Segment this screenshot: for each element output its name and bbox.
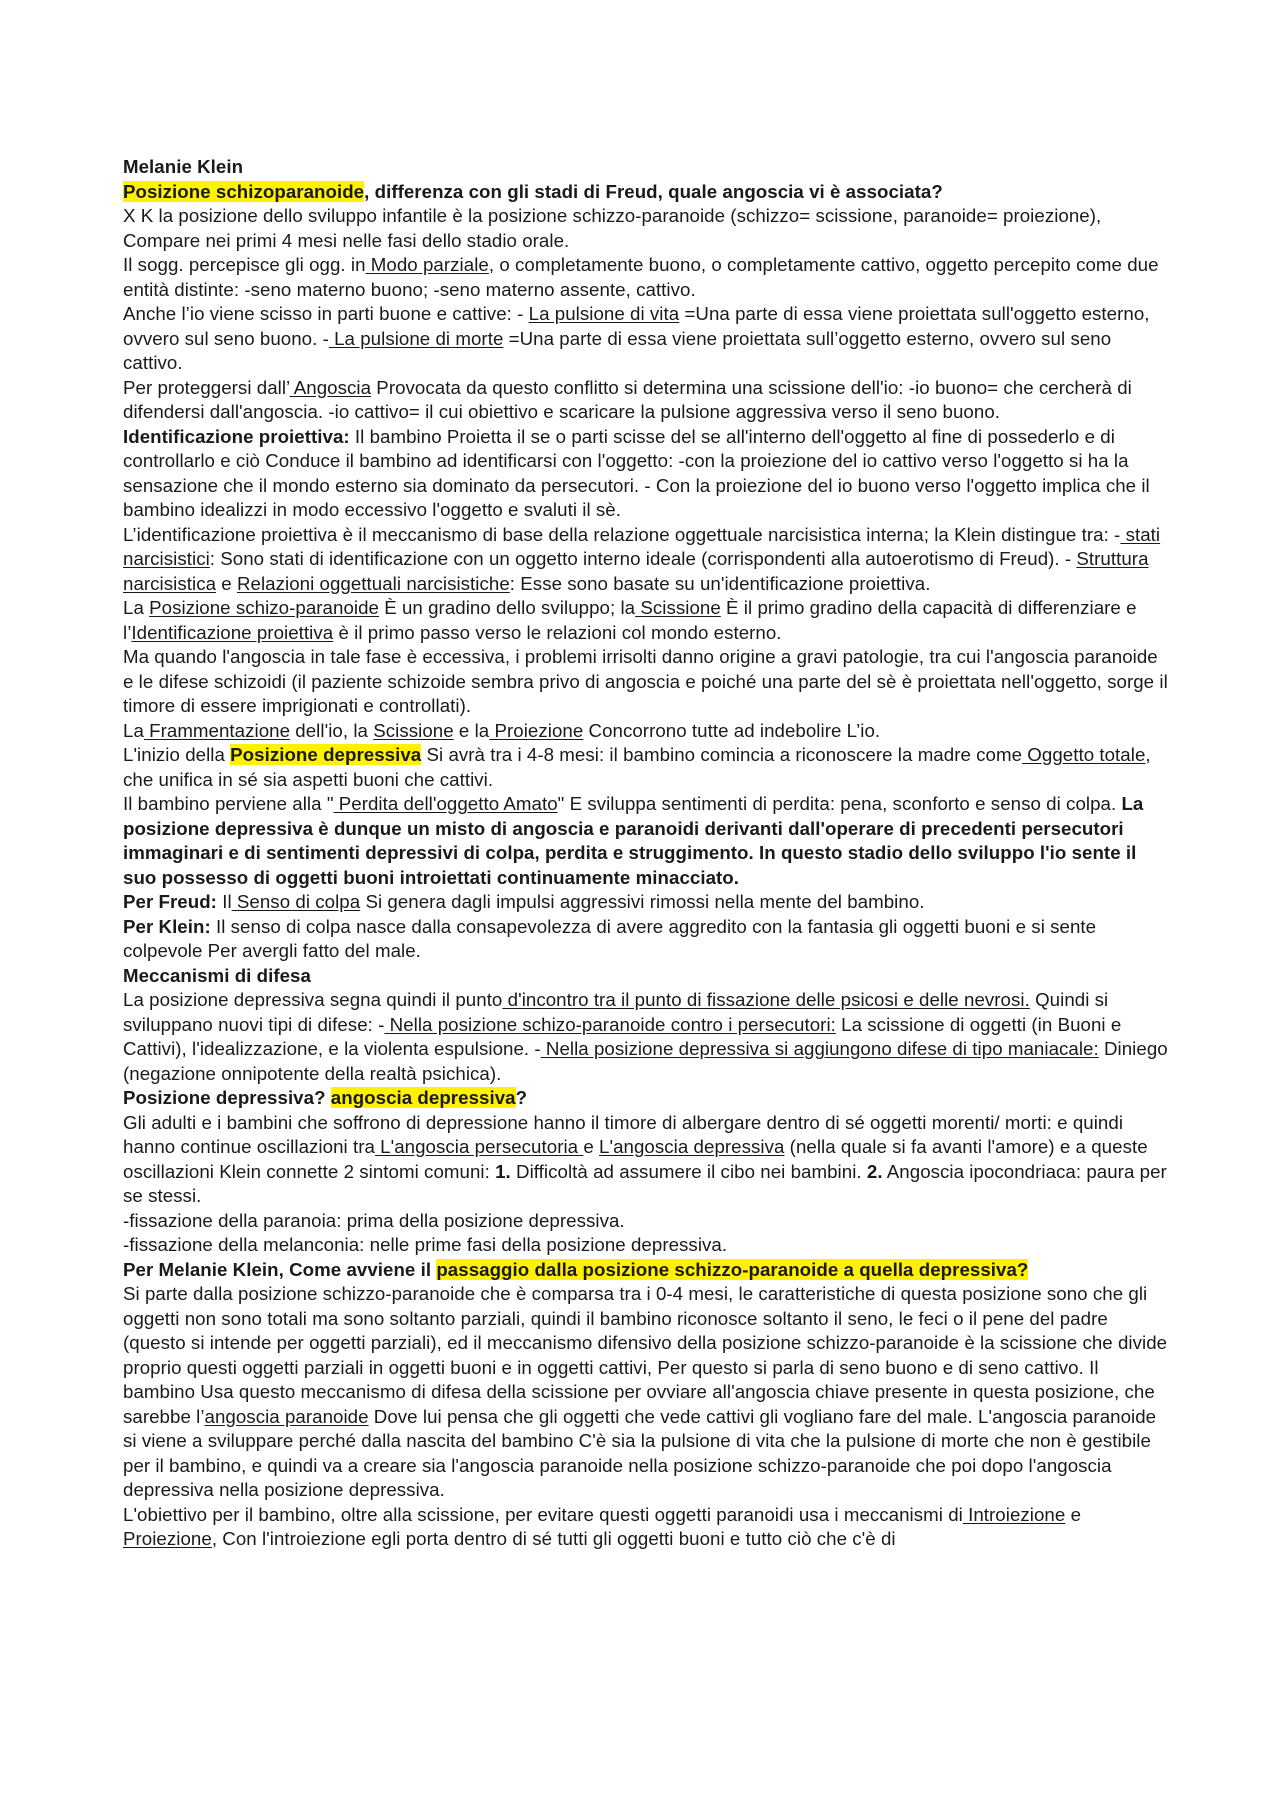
highlight: Posizione depressiva <box>230 744 422 765</box>
paragraph <box>123 743 1168 792</box>
text: : Sono stati di identificazione con un oggetto interno ideale (corrispondenti alla autoerotismo di Freud). - <box>209 548 1077 569</box>
paragraph <box>123 890 1168 915</box>
text: Quindi si sviluppano nuovi tipi di difese: - <box>123 989 1109 1035</box>
text: L'obiettivo per il bambino, oltre alla scissione, per evitare questi oggetti paranoidi usa i meccanismi di <box>123 1503 963 1525</box>
heading-passaggio <box>123 1258 1168 1283</box>
underlined-term: Proiezione <box>123 1528 212 1549</box>
underlined-term: angoscia paranoide <box>204 1405 369 1427</box>
highlight: angoscia depressiva <box>330 1087 516 1108</box>
text: Si avrà tra i 4-8 mesi: il bambino comincia a riconoscere la madre come <box>421 744 1023 765</box>
text: =Una parte di essa viene proiettata sull’oggetto esterno, ovvero sul seno cattivo. <box>123 327 1112 373</box>
underlined-term: Oggetto totale <box>1022 744 1146 765</box>
underlined-term: Proiezione <box>489 719 584 741</box>
underlined-term: La pulsione di morte <box>328 327 504 349</box>
underlined-term: Senso di colpa <box>231 891 361 912</box>
paragraph <box>123 988 1168 1086</box>
underlined-term: stati narcisistici <box>123 523 1161 569</box>
paragraph <box>123 376 1168 425</box>
text: Provocata da questo conflitto si determina una scissione dell'io: -io buono= che cercherà di difendersi dall'angoscia. -io cattivo= il cui obiettivo e scaricare la pulsione aggressiva verso il seno buono. <box>123 376 1132 422</box>
text: Diniego (negazione onnipotente della realtà psichica). <box>123 1038 1168 1084</box>
text: La <box>123 597 150 618</box>
underlined-term: L'angoscia persecutoria <box>374 1136 584 1157</box>
text: , che unifica in sé sia aspetti buoni che cattivi. <box>123 744 1151 790</box>
text: ? <box>515 1087 528 1108</box>
text: Dove lui pensa che gli oggetti che vede cattivi gli vogliano fare del male. L'angoscia paranoide si viene a sviluppare perché dalla nascita del bambino C'è sia la pulsione di vita che la pulsione di morte che non è gestibile per il bambino, e quindi va a creare sia l'angoscia paranoide nella posizione schizzo-paranoide che poi dopo l'angoscia depressiva nella posizione depressiva. <box>123 1405 1157 1500</box>
text: : Esse sono basate su un'identificazione proiettiva. <box>509 572 931 594</box>
text: , Con l'introiezione egli porta dentro di sé tutti gli oggetti buoni e tutto ciò che c'è di <box>211 1528 896 1549</box>
underlined-term: Nella posizione schizo-paranoide contro i persecutori: <box>384 1013 836 1035</box>
text: Il sogg. percepisce gli ogg. in <box>123 254 366 275</box>
underlined-term: Angoscia <box>289 376 372 398</box>
underlined-term: d'incontro tra il punto di fissazione delle psicosi e delle nevrosi. <box>502 989 1030 1010</box>
text: è il primo passo verso le relazioni col mondo esterno. <box>333 621 782 643</box>
highlight: Posizione schizoparanoide <box>123 180 365 202</box>
text: , o completamente buono, o completamente cattivo, oggetto percepito come due entità distinte: -seno materno buono; -seno materno assente, cattivo. <box>123 254 1159 300</box>
text: Il senso di colpa nasce dalla consapevolezza di avere aggredito con la fantasia gli oggetti buoni e si sente colpevole Per avergli fatto del male. <box>123 915 1097 961</box>
underlined-term: Posizione schizo-paranoide <box>149 597 379 618</box>
text: Angoscia ipocondriaca: paura per se stessi. <box>123 1160 1167 1206</box>
underlined-term: Modo parziale <box>365 254 489 275</box>
paragraph <box>123 915 1168 964</box>
underlined-term: Scissione <box>635 597 721 618</box>
underlined-term: L'angoscia depressiva <box>599 1136 785 1157</box>
underlined-term: Relazioni oggettuali narcisistiche <box>236 572 510 594</box>
text: e la <box>453 719 490 741</box>
heading-text: , differenza con gli stadi di Freud, quale angoscia vi è associata? <box>364 180 943 202</box>
bold-term: Per Klein: <box>123 915 211 937</box>
underlined-term: Introiezione <box>962 1503 1066 1525</box>
bold-term: Per Freud: <box>123 891 217 912</box>
paragraph: X K la posizione dello sviluppo infantile è la posizione schizzo-paranoide (schizzo= scissione, paranoide= proiezione), Compare nei primi 4 mesi nelle fasi dello stadio orale. <box>123 205 1102 251</box>
text: Difficoltà ad assumere il cibo nei bambini. <box>510 1160 867 1182</box>
text: " E sviluppa sentimenti di perdita: pena, sconforto e senso di colpa. <box>557 793 1122 814</box>
text: Gli adulti e i bambini che soffrono di depressione hanno il timore di albergare dentro di sé oggetti morenti/ morti: e quindi hanno continue oscillazioni tra <box>123 1111 1124 1157</box>
text: La <box>123 719 144 741</box>
paragraph <box>123 792 1168 890</box>
text: e <box>583 1136 600 1157</box>
underlined-term: Nella posizione depressiva si aggiungono difese di tipo maniacale: <box>540 1038 1099 1059</box>
paragraph: -fissazione della melanconia: nelle prime fasi della posizione depressiva. <box>123 1234 728 1255</box>
paragraph <box>123 1503 1168 1552</box>
text: Si parte dalla posizione schizzo-paranoide che è comparsa tra i 0-4 mesi, le caratteristiche di questa posizione sono che gli oggetti non sono totali ma sono soltanto parziali, quindi il bambino riconosce soltanto il seno, le feci o il pene del padre (questo si intende per oggetti parziali), ed il meccanismo difensivo della posizione schizzo-paranoide è la scissione che divide proprio questi oggetti parziali in oggetti buoni e in oggetti cattivi, Per questo si parla di seno buono e di seno cattivo. Il bambino Usa questo meccanismo di difesa della scissione per ovviare all'angoscia chiave presente in questa posizione, che sarebbe l’ <box>123 1283 1168 1427</box>
text: Per proteggersi dall’ <box>123 376 290 398</box>
text: La scissione di oggetti (in Buoni e Cattivi), l'idealizzazione, e la violenta espulsione. - <box>123 1013 1122 1059</box>
text: È un gradino dello sviluppo; la <box>378 597 636 618</box>
list-number: 2. <box>866 1160 883 1182</box>
underlined-term: Frammentazione <box>143 719 291 741</box>
text: Posizione depressiva? <box>123 1087 331 1108</box>
text: Anche l’io viene scisso in parti buone e cattive: - <box>123 303 529 324</box>
text: L’identificazione proiettiva è il meccanismo di base della relazione oggettuale narcisistica interna; la Klein distingue tra: - <box>123 523 1121 545</box>
paragraph <box>123 302 1168 376</box>
text: e <box>216 572 237 594</box>
paragraph <box>123 425 1168 523</box>
underlined-term: Perdita dell'oggetto Amato <box>333 793 558 814</box>
text: Il bambino perviene alla " <box>123 793 334 814</box>
text: e <box>1065 1503 1082 1525</box>
text: Il <box>216 891 232 912</box>
paragraph <box>123 253 1168 302</box>
heading-schizoparanoide <box>123 180 1168 205</box>
text: Concorrono tutte ad indebolire L’io. <box>583 719 881 741</box>
highlight: passaggio dalla posizione schizzo-paranoide a quella depressiva? <box>436 1258 1029 1280</box>
paragraph <box>123 1111 1168 1209</box>
paragraph <box>123 523 1168 597</box>
list-number: 1. <box>495 1160 511 1182</box>
paragraph <box>123 719 1168 744</box>
text: L'inizio della <box>123 744 231 765</box>
paragraph <box>123 596 1168 645</box>
bold-text: La posizione depressiva è dunque un misto di angoscia e paranoidi derivanti dall'operare di precedenti persecutori immaginari e di sentimenti depressivi di colpa, perdita e struggimento. In questo stadio dello sviluppo l'io sente il suo possesso di oggetti buoni introiettati continuamente minacciato. <box>123 793 1144 888</box>
paragraph <box>123 1282 1168 1503</box>
doc-title: Melanie Klein <box>123 156 244 177</box>
underlined-term: La pulsione di vita <box>528 303 680 324</box>
text: =Una parte di essa viene proiettata sull'oggetto esterno, ovvero sul seno buono. - <box>123 303 1150 349</box>
underlined-term: Scissione <box>373 719 454 741</box>
heading-posizione-depressiva <box>123 1086 1168 1111</box>
text: dell'io, la <box>290 719 374 741</box>
text: È il primo gradino della capacità di differenziare e l’ <box>123 597 1137 643</box>
paragraph: -fissazione della paranoia: prima della posizione depressiva. <box>123 1209 625 1231</box>
text: Per Melanie Klein, Come avviene il <box>123 1258 437 1280</box>
underlined-term: Identificazione proiettiva <box>131 621 334 643</box>
text: La posizione depressiva segna quindi il punto <box>123 989 503 1010</box>
heading-meccanismi: Meccanismi di difesa <box>123 964 311 986</box>
bold-term: Identificazione proiettiva: <box>123 425 350 447</box>
paragraph: Ma quando l'angoscia in tale fase è eccessiva, i problemi irrisolti danno origine a gravi patologie, tra cui l'angoscia paranoide e le difese schizoidi (il paziente schizoide sembra privo di angoscia e poiché una parte del sè è proiettata nell'oggetto, sorge il timore di essere imprigionati e controllati). <box>123 646 1168 716</box>
text: (nella quale si fa avanti l'amore) e a queste oscillazioni Klein connette 2 sintomi comuni: <box>123 1136 1148 1182</box>
underlined-term: Struttura narcisistica <box>123 548 1149 594</box>
text: Si genera dagli impulsi aggressivi rimossi nella mente del bambino. <box>360 891 925 912</box>
document-page <box>123 155 1168 1552</box>
text: Il bambino Proietta il se o parti scisse del se all'interno dell'oggetto al fine di possederlo e di controllarlo e ciò Conduce il bambino ad identificarsi con l'oggetto: -con la proiezione del io cattivo verso l'oggetto si ha la sensazione che il mondo esterno sia dominato da persecutori. - Con la proiezione del io buono verso l'oggetto implica che il bambino idealizzi in modo eccessivo l'oggetto e svaluti il sè. <box>123 425 1150 520</box>
